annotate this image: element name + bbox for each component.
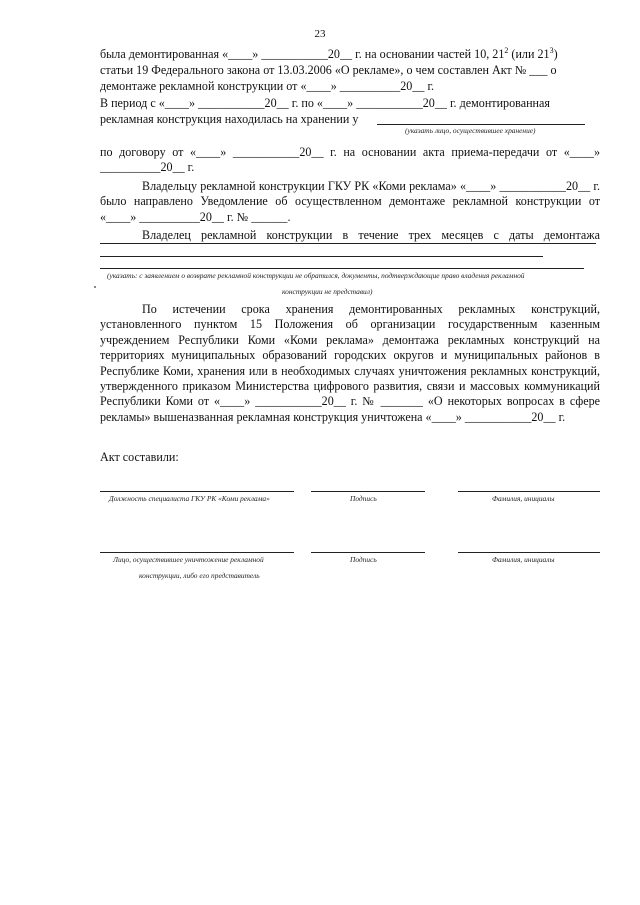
p1-text-a: была демонтированная «____» ___________20__ г. на основании частей 10, 21 [100, 47, 505, 61]
name-line-1 [458, 491, 600, 492]
p1-text-c: ) [553, 47, 558, 61]
signatures-heading: Акт составили: [100, 450, 179, 464]
signature-line-1 [311, 491, 425, 492]
page-number: 23 [314, 28, 326, 40]
position-caption-2-line-2: конструкции, либо его представитель [139, 571, 260, 580]
paragraph-1-line-3: демонтаже рекламной конструкции от «____» __________20__ г. [100, 79, 435, 93]
signature-line-2 [311, 552, 425, 553]
superscript-2: 2 [504, 45, 509, 55]
signature-caption-2: Подпись [350, 555, 377, 564]
scan-speck [94, 286, 96, 288]
paragraph-5: Владелец рекламной конструкции в течение трех месяцев с даты демонтажа [142, 228, 600, 242]
owner-fill-line-1 [100, 243, 596, 244]
paragraph-4: Владельцу рекламной конструкции ГКУ РК «Коми реклама» «____» ___________20__ г. было направлено Уведомление об осуществленном демонтаже рекламной конструкции от «____» __________20__ г. № ______. [100, 179, 600, 224]
signature-caption-1: Подпись [350, 494, 377, 503]
paragraph-3: по договору от «____» ___________20__ г. на основании акта приема-передачи от «____» __________20__ г. [100, 145, 600, 175]
paragraph-1-line-2: статьи 19 Федерального закона от 13.03.2006 «О рекламе», о чем составлен Акт № ___ о [100, 63, 557, 77]
owner-fill-line-2 [100, 256, 543, 257]
paragraph-6: По истечении срока хранения демонтированных рекламных конструкций, установленного пунктом 15 Положения об организации государственным казенным учреждением Республики Коми «Коми реклама» демонтажа рекламных конструкций на территориях муниципальных образований городских округов и муниципальных районов в Республике Коми, хранения или в необходимых случаях уничтожения рекламных конструкций, утвержденного приказом Министерства цифрового развития, связи и массовых коммуникаций Республики Коми от «____» ___________20__ г. № _______ «О некоторых вопросах в сфере рекламы» вышеназванная рекламная конструкция уничтожена «____» ___________20__ г. [100, 302, 600, 424]
name-line-2 [458, 552, 600, 553]
position-line-1 [100, 491, 294, 492]
custodian-fill-line [377, 124, 585, 125]
paragraph-1-line-1 [100, 47, 600, 62]
position-line-2 [100, 552, 294, 553]
owner-caption-line-1: (указать: с заявлением о возврате рекламной конструкции не обратился, документы, подтверждающие право владения рекламной [107, 271, 525, 280]
owner-caption-line-2: конструкции не представил) [282, 287, 373, 296]
custodian-caption: (указать лицо, осуществившее хранение) [405, 126, 536, 135]
name-caption-1: Фамилия, инициалы [492, 494, 555, 503]
owner-fill-line-3 [100, 268, 584, 269]
paragraph-2-line-1: В период с «____» ___________20__ г. по «____» ___________20__ г. демонтированная [100, 96, 550, 110]
position-caption-2-line-1: Лицо, осуществившее уничтожение рекламной [113, 555, 264, 564]
position-caption-1: Должность специалиста ГКУ РК «Коми реклама» [109, 494, 270, 503]
paragraph-2-line-2: рекламная конструкция находилась на хранении у [100, 112, 359, 126]
name-caption-2: Фамилия, инициалы [492, 555, 555, 564]
p1-text-b: (или 21 [508, 47, 550, 61]
superscript-3: 3 [549, 45, 554, 55]
